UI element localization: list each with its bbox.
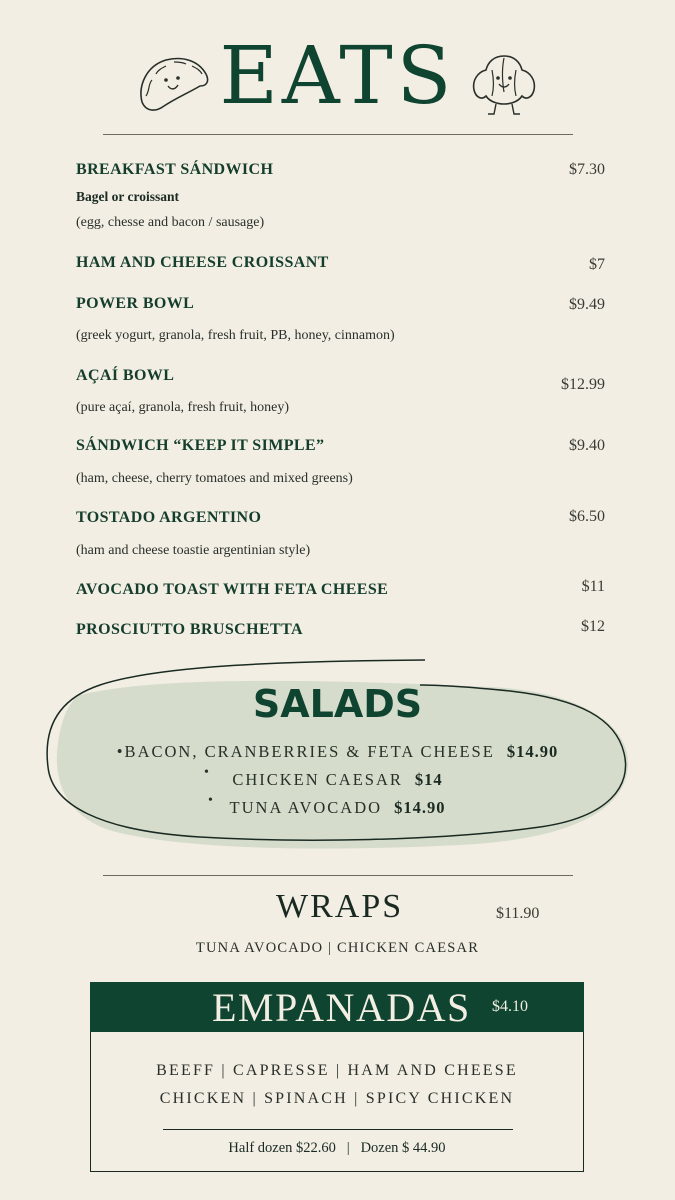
menu-item-description: (ham and cheese toastie argentinian style) xyxy=(76,543,311,558)
menu-item-description: (pure açaí, granola, fresh fruit, honey) xyxy=(76,400,290,415)
empanadas-pricing: Half dozen $22.60 | Dozen $ 44.90 xyxy=(228,1140,446,1156)
menu-item-subtitle: Bagel or croissant xyxy=(76,189,179,204)
salad-item xyxy=(0,742,675,762)
menu-item-price: $9.49 xyxy=(569,296,605,313)
menu-item-description: (ham, cheese, cherry tomatoes and mixed greens) xyxy=(76,471,353,486)
menu-item-price: $12.99 xyxy=(561,376,605,393)
menu-item-name: BREAKFAST SÁNDWICH xyxy=(76,161,274,178)
wraps-title: WRAPS xyxy=(276,888,404,925)
menu-item-name: HAM AND CHEESE CROISSANT xyxy=(76,254,329,271)
menu-item-price: $7.30 xyxy=(569,161,605,178)
salad-item-price: $14.90 xyxy=(394,798,446,817)
menu-item-name: PROSCIUTTO BRUSCHETTA xyxy=(76,621,303,638)
salads-title: SALADS xyxy=(252,682,423,726)
salad-item-name: CHICKEN CAESAR xyxy=(232,770,403,789)
menu-item-price: $9.40 xyxy=(569,437,605,454)
page-title: EATS xyxy=(219,29,456,122)
menu-item-price: $6.50 xyxy=(569,508,605,525)
menu-item-description: (greek yogurt, granola, fresh fruit, PB, honey, cinnamon) xyxy=(76,328,395,343)
menu-item-name: AÇAÍ BOWL xyxy=(76,367,175,384)
salad-item xyxy=(0,798,675,818)
menu-item-price: $11 xyxy=(581,578,605,595)
empanadas-price: $4.10 xyxy=(492,998,528,1015)
salad-item xyxy=(0,770,675,790)
wraps-items: TUNA AVOCADO | CHICKEN CAESAR xyxy=(195,940,480,956)
empanadas-flavors-line: CHICKEN | SPINACH | SPICY CHICKEN xyxy=(159,1090,515,1107)
salad-item-price: $14 xyxy=(414,770,443,789)
menu-item-name: POWER BOWL xyxy=(76,295,195,312)
empanadas-divider xyxy=(163,1129,513,1130)
menu-item-price: $12 xyxy=(581,618,605,635)
salad-item-name: TUNA AVOCADO xyxy=(229,798,383,817)
empanadas-title: EMPANADAS xyxy=(212,985,471,1030)
menu-item-name: TOSTADO ARGENTINO xyxy=(76,509,262,526)
wraps-divider xyxy=(103,875,573,876)
wraps-price: $11.90 xyxy=(496,905,540,922)
bullet-icon: • xyxy=(208,793,213,808)
menu-item-name: AVOCADO TOAST WITH FETA CHEESE xyxy=(76,581,389,598)
menu-item-description: (egg, chesse and bacon / sausage) xyxy=(76,215,265,230)
salad-item-name: •BACON, CRANBERRIES & FETA CHEESE xyxy=(116,742,495,761)
header-divider xyxy=(103,134,573,135)
menu-item-price: $7 xyxy=(589,256,605,273)
salad-item-price: $14.90 xyxy=(506,742,559,761)
croissant-doodle-icon xyxy=(470,52,538,118)
menu-item-name: SÁNDWICH “KEEP IT SIMPLE” xyxy=(76,437,325,454)
empanadas-flavors-line: BEEFF | CAPRESSE | HAM AND CHEESE xyxy=(156,1062,518,1079)
bullet-icon: • xyxy=(204,765,209,780)
